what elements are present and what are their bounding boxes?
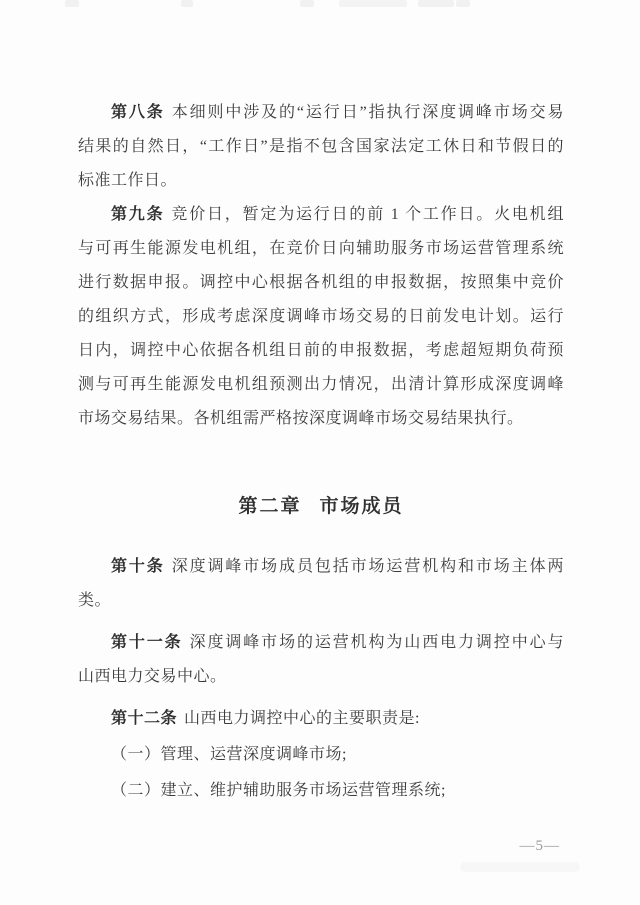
article-12-text: 山西电力调控中心的主要职责是:: [184, 710, 420, 727]
article-8-number: 第八条: [111, 104, 165, 121]
duty-item-1: （一）管理、运营深度调峰市场;: [111, 746, 347, 763]
scan-artifact: [65, 0, 79, 7]
scan-artifact: [181, 0, 193, 7]
article-12-line-1: [78, 702, 564, 736]
article-11-number: 第十一条: [111, 634, 183, 651]
article-11-line-2: 山西电力交易中心。: [78, 668, 227, 685]
document-text-block: [78, 96, 564, 808]
page-number: —5—: [519, 838, 560, 854]
scan-artifact: [418, 0, 454, 7]
article-12-number: 第十二条: [111, 710, 178, 727]
article-9-line-7: 市场交易结果。各机组需严格按深度调峰市场交易结果执行。: [78, 410, 524, 427]
scan-artifact: [339, 0, 407, 7]
article-9-line-1: [78, 198, 564, 232]
article-9-line-6: 测与可再生能源发电机组预测出力情况，出清计算形成深度调峰: [78, 376, 564, 393]
duty-item-2: （二）建立、维护辅助服务市场运营管理系统;: [111, 782, 446, 799]
article-8-line-2: 结果的自然日，“工作日”是指不包含国家法定工休日和节假日的: [78, 138, 564, 155]
scan-artifact: [456, 0, 470, 7]
article-10-text: 深度调峰市场成员包括市场运营机构和市场主体两: [171, 558, 564, 575]
chapter-title: 市场成员: [319, 496, 404, 517]
article-9-line-4: 的组织方式，形成考虑深度调峰市场交易的日前发电计划。运行: [78, 308, 564, 325]
article-9-line-2: 与可再生能源发电机组，在竞价日向辅助服务市场运营管理系统: [78, 240, 564, 257]
article-10-line-2: 类。: [78, 592, 112, 609]
scan-artifact: [300, 0, 314, 7]
chapter-heading: [78, 492, 564, 522]
article-9-line-5: 日内，调控中心依据各机组日前的申报数据，考虑超短期负荷预: [78, 342, 564, 359]
article-11-text: 深度调峰市场的运营机构为山西电力调控中心与: [189, 634, 564, 651]
article-10-number: 第十条: [111, 558, 165, 575]
article-9-text: 竞价日，暂定为运行日的前 1 个工作日。火电机组: [171, 206, 564, 223]
article-8-text: 本细则中涉及的“运行日”指执行深度调峰市场交易: [171, 104, 564, 121]
chapter-number: 第二章: [238, 496, 302, 517]
article-8-line-1: [78, 96, 564, 130]
scan-smudge: [460, 862, 580, 872]
article-10-line-1: [78, 550, 564, 584]
article-11-line-1: [78, 626, 564, 660]
article-9-number: 第九条: [111, 206, 165, 223]
article-9-line-3: 进行数据申报。调控中心根据各机组的申报数据，按照集中竞价: [78, 274, 564, 291]
article-8-line-3: 标准工作日。: [78, 172, 178, 189]
